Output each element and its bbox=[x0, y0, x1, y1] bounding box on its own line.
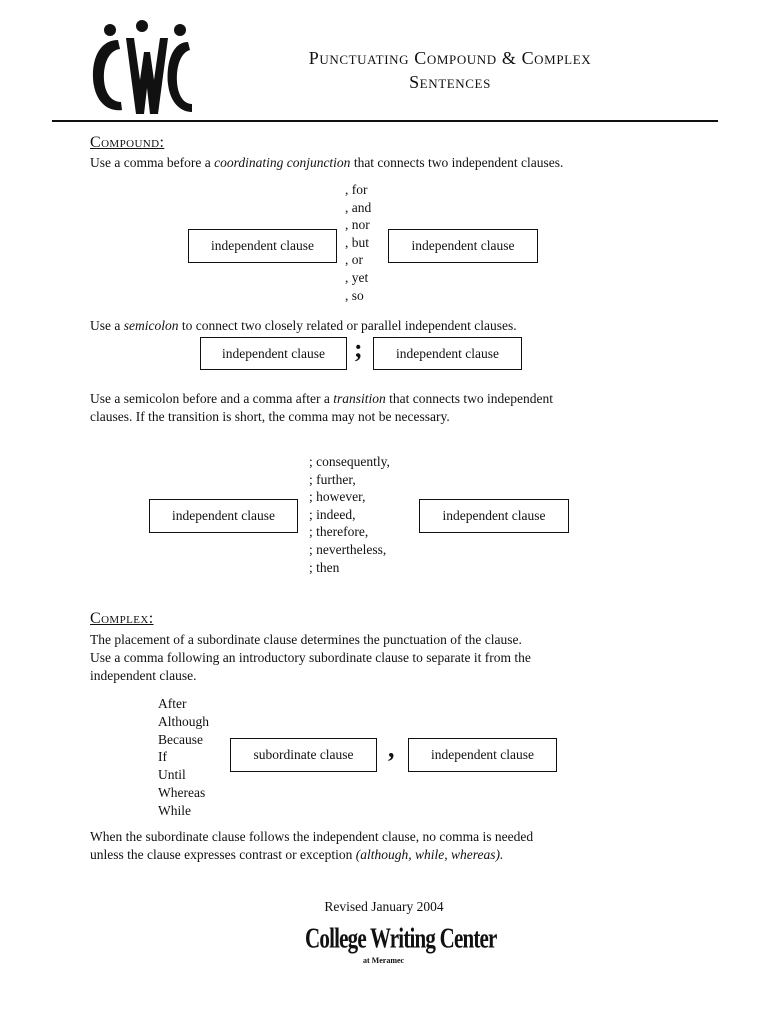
subordinator-list bbox=[158, 695, 209, 820]
rule-3-before: Use a semicolon before and a comma after a bbox=[90, 391, 334, 406]
complex-para-line: Use a comma following an introductory subordinate clause to separate it from the bbox=[90, 650, 531, 665]
rule-1-before: Use a comma before a bbox=[90, 155, 215, 170]
transition-item: ; consequently, bbox=[309, 454, 390, 469]
closing-line-2: unless the clause expresses contrast or exception bbox=[90, 847, 356, 862]
rule-3-line-2: clauses. If the transition is short, the comma may not be necessary. bbox=[90, 409, 450, 424]
subordinator-item: While bbox=[158, 802, 191, 818]
rule-1-emph: coordinating conjunction bbox=[214, 155, 351, 170]
rule-1-left-box: independent clause bbox=[188, 229, 337, 263]
conjunction-item: , yet bbox=[345, 269, 369, 285]
subordinator-item: After bbox=[158, 696, 187, 711]
complex-heading: Complex: bbox=[90, 610, 154, 627]
rule-3-left-box: independent clause bbox=[149, 499, 298, 533]
closing-line-1: When the subordinate clause follows the independent clause, no comma is needed bbox=[90, 829, 534, 844]
comma-mark: , bbox=[388, 734, 395, 763]
subordinator-item: Until bbox=[158, 767, 186, 783]
rule-3-after: that connects two independent bbox=[385, 391, 553, 406]
cwc-logo bbox=[88, 18, 196, 118]
subordinator-item: Because bbox=[158, 731, 203, 747]
transition-item: ; indeed, bbox=[309, 506, 356, 522]
compound-rule-3-text bbox=[90, 390, 553, 426]
conjunction-item: , nor bbox=[345, 217, 370, 233]
conjunction-item: , so bbox=[345, 287, 364, 303]
conjunction-item: , and bbox=[345, 199, 372, 215]
subordinator-item: If bbox=[158, 749, 167, 765]
complex-paragraph bbox=[90, 631, 531, 685]
subordinator-item: Whereas bbox=[158, 784, 206, 800]
compound-rule-1-text bbox=[90, 154, 563, 172]
transition-item: ; however, bbox=[309, 489, 366, 505]
complex-left-box: subordinate clause bbox=[230, 738, 377, 772]
rule-2-before: Use a bbox=[90, 318, 124, 333]
rule-2-left-box: independent clause bbox=[200, 337, 347, 370]
complex-para-line: The placement of a subordinate clause determines the punctuation of the clause. bbox=[90, 632, 522, 647]
conjunction-list bbox=[345, 181, 371, 304]
compound-rule-2-text bbox=[90, 317, 517, 335]
footer-logo-name: College Writing Center bbox=[305, 922, 497, 955]
conjunction-item: , or bbox=[345, 252, 363, 268]
complex-right-box: independent clause bbox=[408, 738, 557, 772]
transition-item: ; therefore, bbox=[309, 524, 369, 540]
revised-date: Revised January 2004 bbox=[324, 899, 444, 914]
rule-1-right-box: independent clause bbox=[388, 229, 538, 263]
transition-item: ; further, bbox=[309, 471, 356, 487]
svg-text:CWC: CWC bbox=[142, 117, 145, 118]
rule-3-right-box: independent clause bbox=[419, 499, 569, 533]
rule-2-right-box: independent clause bbox=[373, 337, 522, 370]
complex-closing bbox=[90, 828, 533, 864]
rule-2-after: to connect two closely related or parallel independent clauses. bbox=[178, 318, 517, 333]
transition-item: ; nevertheless, bbox=[309, 541, 387, 557]
college-writing-center-logo bbox=[305, 920, 497, 972]
closing-line-2-emph: (although, while, whereas). bbox=[355, 847, 504, 862]
header-rule bbox=[52, 120, 718, 122]
rule-1-after: that connects two independent clauses. bbox=[350, 155, 564, 170]
rule-3-emph: transition bbox=[333, 391, 386, 406]
conjunction-item: , but bbox=[345, 234, 370, 250]
compound-heading: Compound: bbox=[90, 134, 165, 151]
complex-para-line: independent clause. bbox=[90, 668, 197, 683]
transition-list bbox=[309, 453, 390, 576]
conjunction-item: , for bbox=[345, 182, 368, 197]
title-line-2: Sentences bbox=[409, 72, 491, 92]
title-line-1: Punctuating Compound & Complex bbox=[308, 48, 592, 68]
subordinator-item: Although bbox=[158, 713, 210, 729]
transition-item: ; then bbox=[309, 559, 340, 575]
footer-logo-sub: at Meramec bbox=[363, 956, 405, 965]
semicolon-mark: ; bbox=[354, 334, 363, 363]
rule-2-emph: semicolon bbox=[123, 318, 179, 333]
page-title bbox=[200, 46, 700, 94]
